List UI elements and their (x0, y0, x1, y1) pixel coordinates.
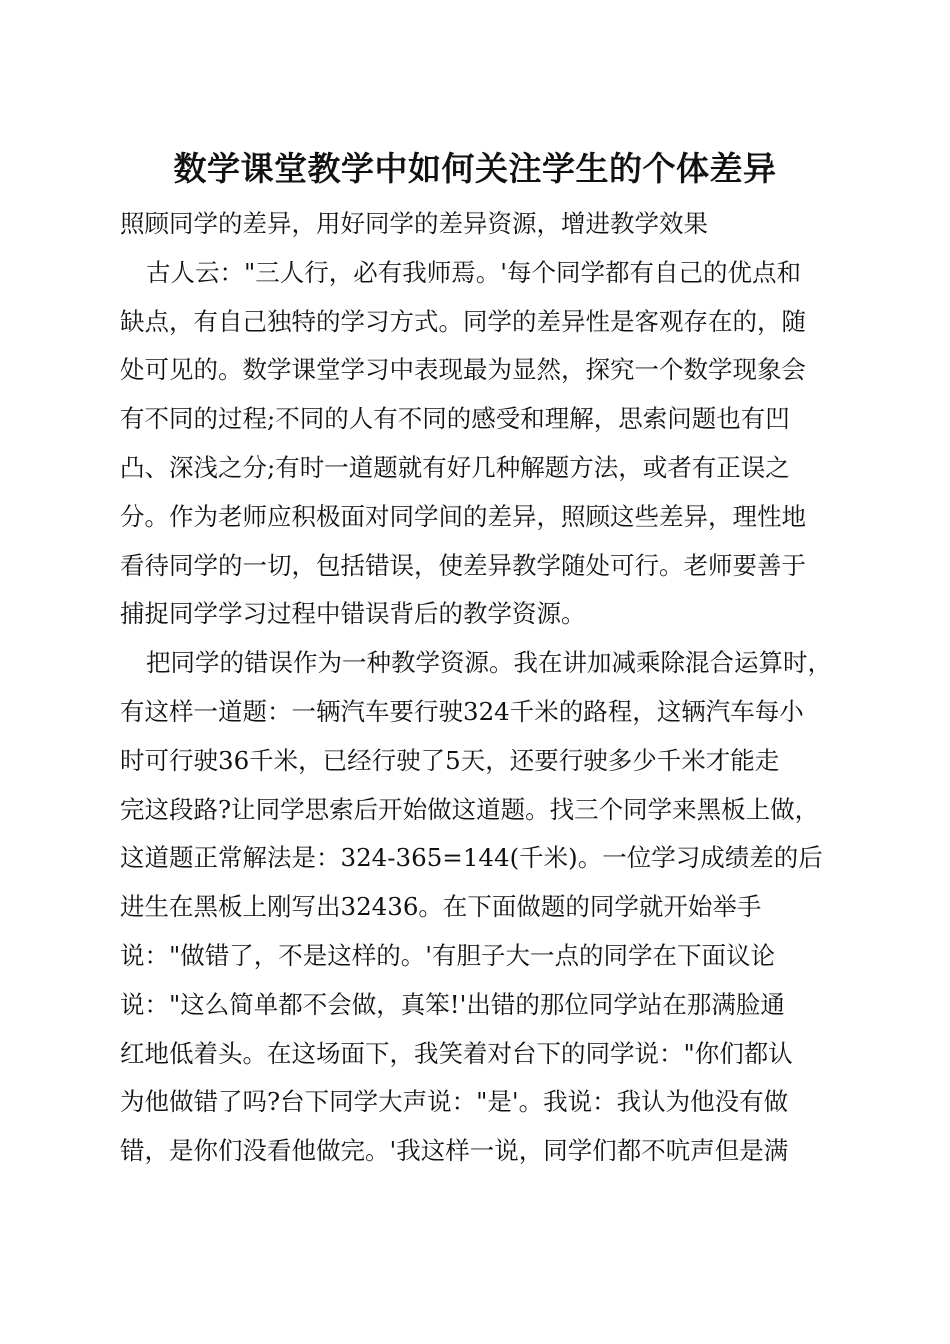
document-body (120, 200, 860, 1176)
text-line: 捕捉同学学习过程中错误背后的教学资源。 (120, 599, 586, 629)
text-line: 有不同的过程;不同的人有不同的感受和理解，思索问题也有凹 (120, 404, 790, 434)
text-line: 这道题正常解法是：324-365=144(千米)。一位学习成绩差的后 (120, 843, 823, 873)
text-line: 有这样一道题：一辆汽车要行驶324千米的路程，这辆汽车每小 (120, 696, 804, 726)
text-line: 时可行驶36千米，已经行驶了5天，还要行驶多少千米才能走 (120, 745, 780, 775)
text-line: 缺点，有自己独特的学习方式。同学的差异性是客观存在的，随 (120, 306, 806, 336)
text-line: 照顾同学的差异，用好同学的差异资源，增进教学效果 (120, 209, 708, 238)
text-line: 看待同学的一切，包括错误，使差异教学随处可行。老师要善于 (120, 550, 806, 580)
text-line: 凸、深浅之分;有时一道题就有好几种解题方法，或者有正误之 (120, 452, 790, 482)
document-title: 数学课堂教学中如何关注学生的个体差异 (173, 149, 777, 188)
text-line: 说："这么简单都不会做，真笨!'出错的那位同学站在那满脸通 (120, 989, 785, 1019)
text-line: 红地低着头。在这场面下，我笑着对台下的同学说："你们都认 (120, 1038, 793, 1068)
text-line: 把同学的错误作为一种教学资源。我在讲加减乘除混合运算时， (146, 648, 832, 678)
text-line: 处可见的。数学课堂学习中表现最为显然，探究一个数学现象会 (120, 355, 806, 385)
text-line: 进生在黑板上刚写出32436。在下面做题的同学就开始举手 (120, 892, 762, 922)
text-line: 分。作为老师应积极面对同学间的差异，照顾这些差异，理性地 (120, 501, 806, 531)
text-line: 完这段路?让同学思索后开始做这道题。找三个同学来黑板上做， (120, 794, 820, 824)
text-line: 为他做错了吗?台下同学大声说："是'。我说：我认为他没有做 (120, 1087, 789, 1117)
text-line: 说："做错了，不是这样的。'有胆子大一点的同学在下面议论 (120, 940, 776, 970)
text-line: 古人云："三人行，必有我师焉。'每个同学都有自己的优点和 (146, 257, 802, 287)
text-line: 错，是你们没看他做完。'我这样一说，同学们都不吭声但是满 (120, 1136, 789, 1166)
